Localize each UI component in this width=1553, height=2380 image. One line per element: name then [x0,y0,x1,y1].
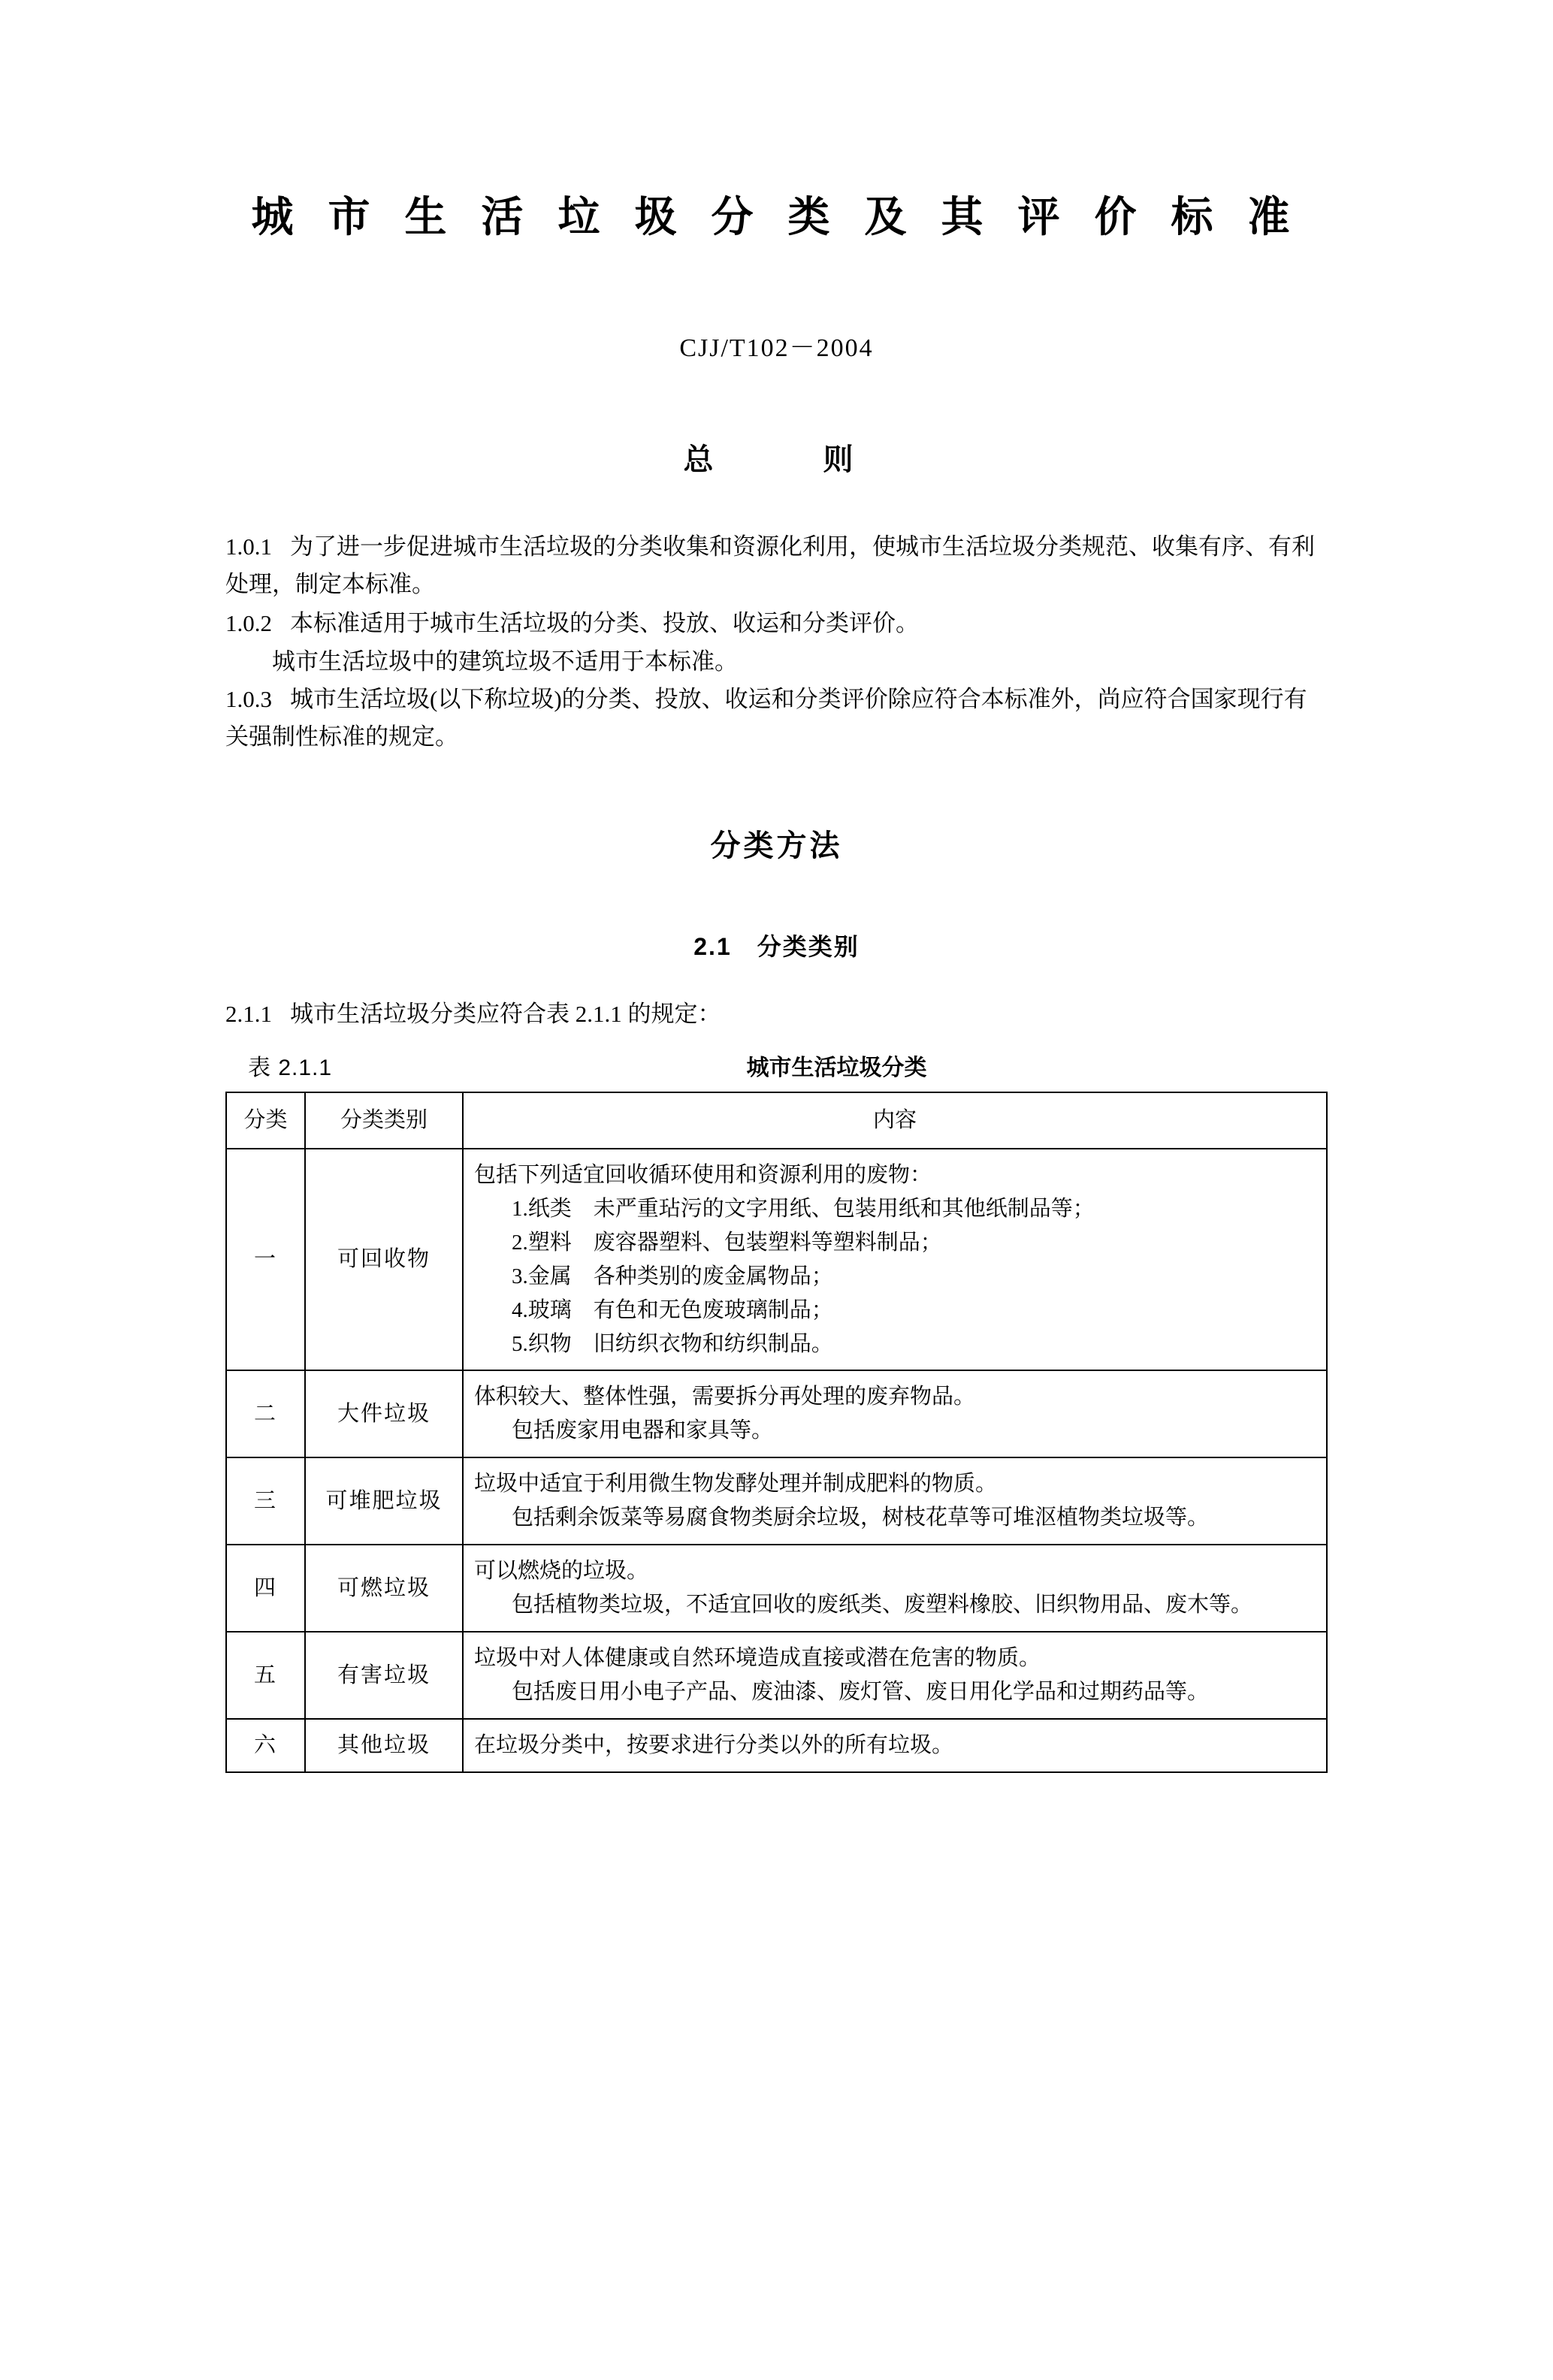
row-no: 三 [226,1457,305,1545]
row-no: 五 [226,1632,305,1719]
table-row [226,1370,1327,1457]
row-category: 其他垃圾 [305,1719,463,1772]
content-line: 5.织物 旧纺织衣物和纺织制品。 [512,1331,833,1356]
row-content [463,1457,1327,1545]
clause-2-1-1-text: 城市生活垃圾分类应符合表 2.1.1 的规定： [290,1001,721,1028]
classification-table [225,1092,1328,1773]
content-line: 3.金属 各种类别的废金属物品； [512,1264,833,1288]
row-category: 可燃垃圾 [305,1545,463,1632]
clause-1-0-3-text: 城市生活垃圾(以下称垃圾)的分类、投放、收运和分类评价除应符合本标准外，尚应符合国家现行有关强制性标准的规定。 [225,685,1307,751]
content-line: 在垃圾分类中，按要求进行分类以外的所有垃圾。 [474,1732,954,1757]
table-name: 城市生活垃圾分类 [746,1055,927,1080]
table-row [226,1719,1327,1772]
row-category: 可堆肥垃圾 [305,1457,463,1545]
document-code: CJJ/T102－2004 [679,334,874,362]
row-content [463,1370,1327,1457]
row-no: 二 [226,1370,305,1457]
table-number: 表 2.1.1 [248,1055,333,1080]
content-line: 包括废日用小电子产品、废油漆、废灯管、废日用化学品和过期药品等。 [512,1680,1210,1705]
table-row [226,1632,1327,1719]
clause-1-0-1 [225,528,1328,603]
table-row [226,1457,1327,1545]
section-heading-general: 总 则 [683,442,870,476]
row-content [463,1632,1327,1719]
table-caption [225,1053,1328,1084]
row-category: 有害垃圾 [305,1632,463,1719]
section-heading-method: 分类方法 [710,829,843,863]
clause-1-0-1-text: 为了进一步促进城市生活垃圾的分类收集和资源化利用，使城市生活垃圾分类规范、收集有序、有利处理，制定本标准。 [225,533,1315,598]
table-row [226,1149,1327,1371]
clause-1-0-2-text: 本标准适用于城市生活垃圾的分类、投放、收运和分类评价。 [290,610,919,637]
content-line: 2.塑料 废容器塑料、包装塑料等塑料制品； [512,1230,942,1255]
content-line: 1.纸类 未严重玷污的文字用纸、包装用纸和其他纸制品等； [512,1196,1095,1221]
clause-1-0-2 [225,605,1328,642]
clause-1-0-1-number: 1.0.1 [225,533,272,560]
clause-1-0-2-number: 1.0.2 [225,610,272,637]
row-category: 大件垃圾 [305,1370,463,1457]
content-line: 包括废家用电器和家具等。 [512,1418,774,1443]
document-title: 城 市 生 活 垃 圾 分 类 及 其 评 价 标 准 [251,195,1302,241]
clause-2-1-1 [225,995,1328,1033]
content-line: 垃圾中对人体健康或自然环境造成直接或潜在危害的物质。 [474,1646,1041,1671]
table-header-no: 分类 [226,1092,305,1149]
content-line: 包括下列适宜回收循环使用和资源利用的废物： [474,1162,932,1187]
row-content [463,1149,1327,1371]
row-category: 可回收物 [305,1149,463,1371]
content-line: 可以燃烧的垃圾。 [474,1559,649,1584]
content-line: 包括植物类垃圾，不适宜回收的废纸类、废塑料橡胶、旧织物用品、废木等。 [512,1593,1253,1617]
row-no: 一 [226,1149,305,1371]
table-header-content: 内容 [463,1092,1327,1149]
clause-1-0-3-number: 1.0.3 [225,685,272,712]
table-header-category: 分类类别 [305,1092,463,1149]
table-row [226,1545,1327,1632]
row-no: 四 [226,1545,305,1632]
clause-2-1-1-number: 2.1.1 [225,1001,272,1028]
content-line: 包括剩余饭菜等易腐食物类厨余垃圾，树枝花草等可堆沤植物类垃圾等。 [512,1506,1210,1530]
row-content [463,1545,1327,1632]
document-page [0,184,1553,2380]
row-no: 六 [226,1719,305,1772]
clause-1-0-2-sub: 城市生活垃圾中的建筑垃圾不适用于本标准。 [272,648,738,675]
row-content [463,1719,1327,1772]
content-line: 垃圾中适宜于利用微生物发酵处理并制成肥料的物质。 [474,1472,998,1497]
general-clauses [225,528,1328,756]
clause-1-0-3 [225,681,1328,756]
content-line: 体积较大、整体性强，需要拆分再处理的废弃物品。 [474,1385,976,1409]
subsection-heading-2-1: 2.1 分类类别 [693,933,860,961]
table-header-row [226,1092,1327,1149]
content-line: 4.玻璃 有色和无色废玻璃制品； [512,1297,833,1322]
